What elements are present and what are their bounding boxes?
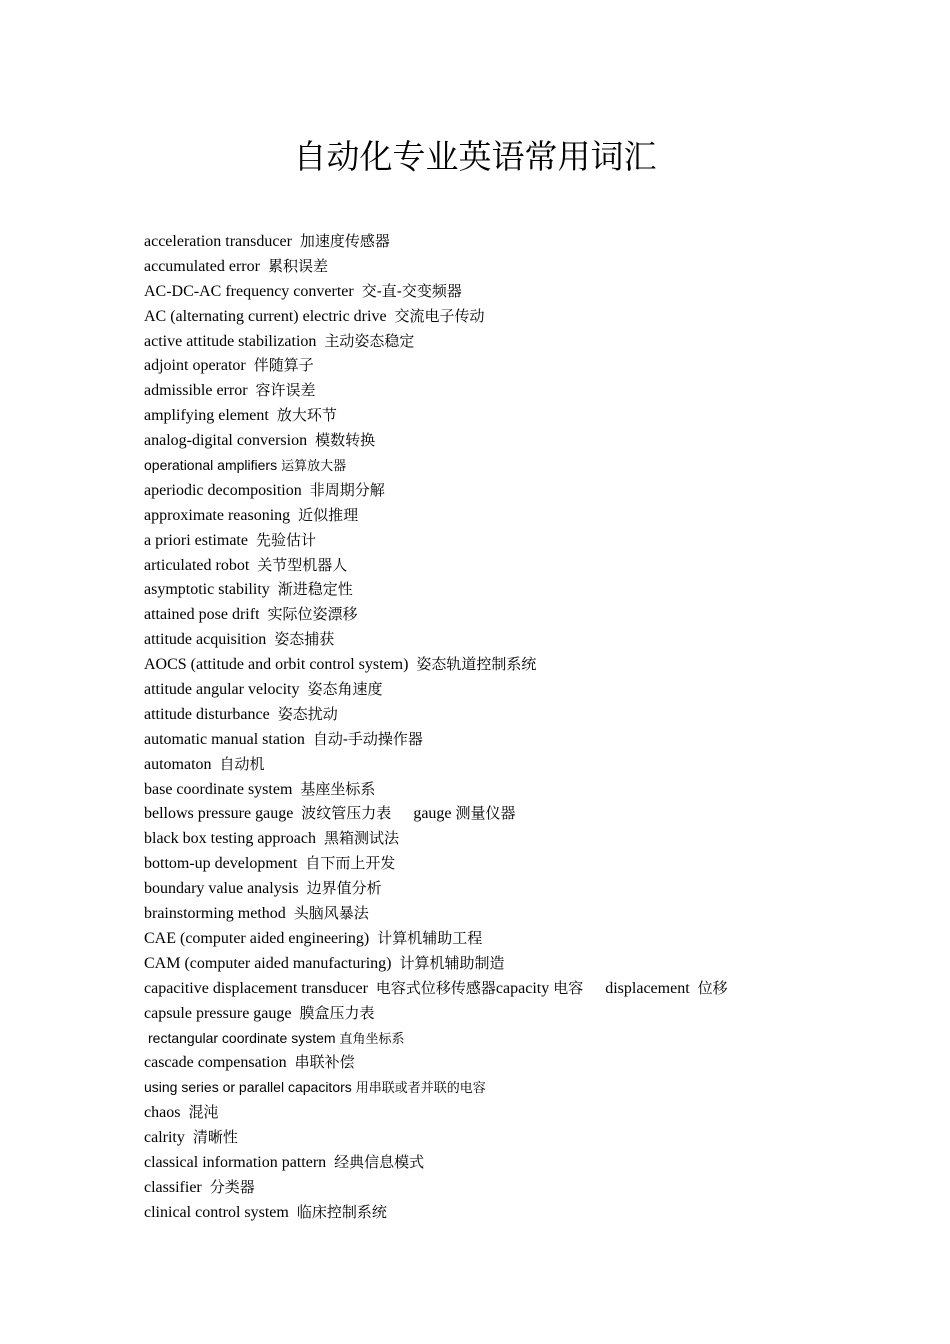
entry-english: admissible error bbox=[144, 382, 248, 400]
glossary-entry bbox=[144, 851, 904, 876]
glossary-entry bbox=[144, 353, 904, 378]
glossary-entry bbox=[144, 752, 904, 777]
glossary-entry bbox=[144, 279, 904, 304]
entry-chinese: 膜盒压力表 bbox=[299, 1003, 375, 1022]
entry-english: capacitive displacement transducer bbox=[144, 979, 368, 997]
entry-chinese: 用串联或者并联的电容 bbox=[355, 1081, 486, 1097]
glossary-entry bbox=[144, 553, 904, 578]
entry-english-secondary: gauge bbox=[413, 805, 452, 823]
glossary-entry bbox=[144, 1001, 904, 1026]
entry-english: automatic manual station bbox=[144, 730, 305, 748]
glossary-entry bbox=[144, 403, 904, 428]
entry-english: AC (alternating current) electric drive bbox=[144, 307, 387, 325]
glossary-entry bbox=[144, 926, 904, 951]
entry-english: cascade compensation bbox=[144, 1054, 287, 1072]
entry-english: classifier bbox=[144, 1178, 202, 1196]
entry-chinese: 计算机辅助制造 bbox=[399, 953, 505, 972]
entry-english-tertiary: displacement bbox=[605, 979, 690, 997]
glossary-entry bbox=[144, 951, 904, 976]
glossary-entry bbox=[144, 1050, 904, 1075]
entry-chinese: 渐进稳定性 bbox=[277, 580, 353, 599]
entry-chinese: 容许误差 bbox=[255, 381, 316, 400]
entry-english: acceleration transducer bbox=[144, 233, 292, 250]
glossary-entry bbox=[144, 901, 904, 926]
entry-chinese: 电容式位移传感器 bbox=[375, 978, 496, 997]
glossary-entry bbox=[144, 702, 904, 727]
entry-english: asymptotic stability bbox=[144, 581, 270, 599]
glossary-entry bbox=[144, 254, 904, 279]
entry-english: using series or parallel capacitors bbox=[144, 1079, 352, 1096]
entry-chinese-tertiary: 位移 bbox=[697, 978, 728, 997]
entry-chinese: 临床控制系统 bbox=[296, 1202, 387, 1221]
entry-chinese: 姿态轨道控制系统 bbox=[416, 655, 537, 674]
glossary-entry bbox=[144, 1175, 904, 1200]
entry-english: a priori estimate bbox=[144, 531, 248, 549]
entry-english: attained pose drift bbox=[144, 606, 260, 624]
entry-chinese: 伴随算子 bbox=[253, 356, 314, 375]
glossary-entry bbox=[144, 428, 904, 453]
entry-chinese: 交流电子传动 bbox=[394, 306, 485, 325]
entry-english: operational amplifiers bbox=[144, 457, 278, 474]
entry-chinese: 运算放大器 bbox=[281, 459, 347, 475]
entry-english: rectangular coordinate system bbox=[148, 1029, 336, 1046]
entry-english-secondary: capacity bbox=[495, 979, 550, 997]
entry-chinese: 自动机 bbox=[219, 754, 265, 773]
entry-chinese: 姿态角速度 bbox=[307, 680, 383, 699]
entry-english: aperiodic decomposition bbox=[144, 481, 302, 499]
glossary-entry bbox=[144, 876, 904, 901]
entry-chinese: 清晰性 bbox=[192, 1128, 238, 1147]
entry-chinese: 放大环节 bbox=[276, 406, 337, 425]
glossary-entry bbox=[144, 1075, 904, 1100]
entry-chinese: 直角坐标系 bbox=[339, 1031, 405, 1047]
entry-chinese: 波纹管压力表 bbox=[301, 804, 392, 823]
glossary-entry bbox=[144, 503, 904, 528]
entry-english: bottom-up development bbox=[144, 855, 298, 873]
glossary-entry bbox=[144, 801, 904, 826]
entry-chinese: 自动-手动操作器 bbox=[312, 729, 423, 748]
glossary-list bbox=[144, 229, 904, 1225]
entry-chinese: 非周期分解 bbox=[309, 480, 385, 499]
glossary-entry bbox=[144, 378, 904, 403]
entry-chinese: 交-直-交变频器 bbox=[361, 281, 462, 300]
entry-chinese: 关节型机器人 bbox=[257, 555, 348, 574]
glossary-entry bbox=[144, 1026, 904, 1051]
entry-chinese: 先验估计 bbox=[255, 530, 316, 549]
page-title: 自动化专业英语常用词汇 bbox=[293, 137, 657, 176]
entry-chinese: 黑箱测试法 bbox=[323, 829, 399, 848]
entry-chinese: 主动姿态稳定 bbox=[324, 331, 415, 350]
entry-english: adjoint operator bbox=[144, 357, 246, 375]
entry-chinese: 近似推理 bbox=[298, 505, 359, 524]
entry-chinese: 姿态捕获 bbox=[274, 630, 335, 649]
entry-english: clinical control system bbox=[144, 1203, 289, 1221]
entry-chinese: 头脑风暴法 bbox=[293, 904, 369, 923]
entry-english: base coordinate system bbox=[144, 780, 293, 798]
glossary-entry bbox=[144, 528, 904, 553]
entry-english: CAE (computer aided engineering) bbox=[144, 929, 370, 947]
glossary-entry bbox=[144, 453, 904, 478]
entry-chinese: 模数转换 bbox=[315, 431, 376, 450]
entry-chinese: 计算机辅助工程 bbox=[377, 928, 483, 947]
entry-chinese-secondary: 电容 bbox=[553, 978, 584, 997]
entry-english: brainstorming method bbox=[144, 905, 286, 923]
glossary-entry bbox=[144, 577, 904, 602]
entry-chinese: 经典信息模式 bbox=[334, 1152, 425, 1171]
entry-chinese: 边界值分析 bbox=[306, 879, 382, 898]
glossary-entry bbox=[144, 677, 904, 702]
entry-english: CAM (computer aided manufacturing) bbox=[144, 954, 392, 972]
entry-english: approximate reasoning bbox=[144, 506, 291, 524]
entry-english: amplifying element bbox=[144, 407, 269, 425]
entry-english: boundary value analysis bbox=[144, 880, 299, 898]
entry-chinese: 加速度传感器 bbox=[299, 232, 390, 250]
entry-chinese: 实际位姿漂移 bbox=[267, 605, 358, 624]
entry-english: articulated robot bbox=[144, 556, 250, 574]
entry-chinese: 混沌 bbox=[188, 1103, 219, 1122]
entry-english: analog-digital conversion bbox=[144, 432, 308, 450]
entry-english: calrity bbox=[144, 1129, 185, 1147]
entry-english: black box testing approach bbox=[144, 830, 316, 848]
entry-english: attitude disturbance bbox=[144, 705, 270, 723]
entry-english: chaos bbox=[144, 1104, 181, 1122]
entry-english: bellows pressure gauge bbox=[144, 805, 294, 823]
glossary-entry bbox=[144, 1125, 904, 1150]
entry-english: active attitude stabilization bbox=[144, 332, 317, 350]
glossary-entry bbox=[144, 627, 904, 652]
entry-english: attitude angular velocity bbox=[144, 681, 300, 699]
glossary-entry bbox=[144, 329, 904, 354]
entry-english: AOCS (attitude and orbit control system) bbox=[144, 656, 409, 674]
glossary-entry bbox=[144, 229, 904, 254]
entry-english: attitude acquisition bbox=[144, 631, 267, 649]
glossary-entry bbox=[144, 304, 904, 329]
entry-english: capsule pressure gauge bbox=[144, 1004, 292, 1022]
entry-english: accumulated error bbox=[144, 257, 260, 275]
glossary-entry bbox=[144, 478, 904, 503]
glossary-entry bbox=[144, 777, 904, 802]
glossary-entry bbox=[144, 652, 904, 677]
glossary-entry bbox=[144, 1100, 904, 1125]
entry-chinese: 自下而上开发 bbox=[305, 854, 396, 873]
glossary-entry bbox=[144, 826, 904, 851]
entry-chinese: 串联补偿 bbox=[294, 1053, 355, 1072]
entry-english: AC-DC-AC frequency converter bbox=[144, 282, 354, 300]
entry-chinese: 姿态扰动 bbox=[277, 704, 338, 723]
entry-chinese-secondary: 测量仪器 bbox=[455, 804, 516, 823]
glossary-entry bbox=[144, 602, 904, 627]
glossary-entry bbox=[144, 1200, 904, 1225]
entry-english: classical information pattern bbox=[144, 1153, 327, 1171]
entry-chinese: 分类器 bbox=[209, 1177, 255, 1196]
glossary-entry bbox=[144, 727, 904, 752]
entry-english: automaton bbox=[144, 755, 212, 773]
glossary-entry bbox=[144, 1150, 904, 1175]
entry-chinese: 基座坐标系 bbox=[300, 779, 376, 798]
glossary-entry bbox=[144, 976, 904, 1001]
entry-chinese: 累积误差 bbox=[267, 256, 328, 275]
